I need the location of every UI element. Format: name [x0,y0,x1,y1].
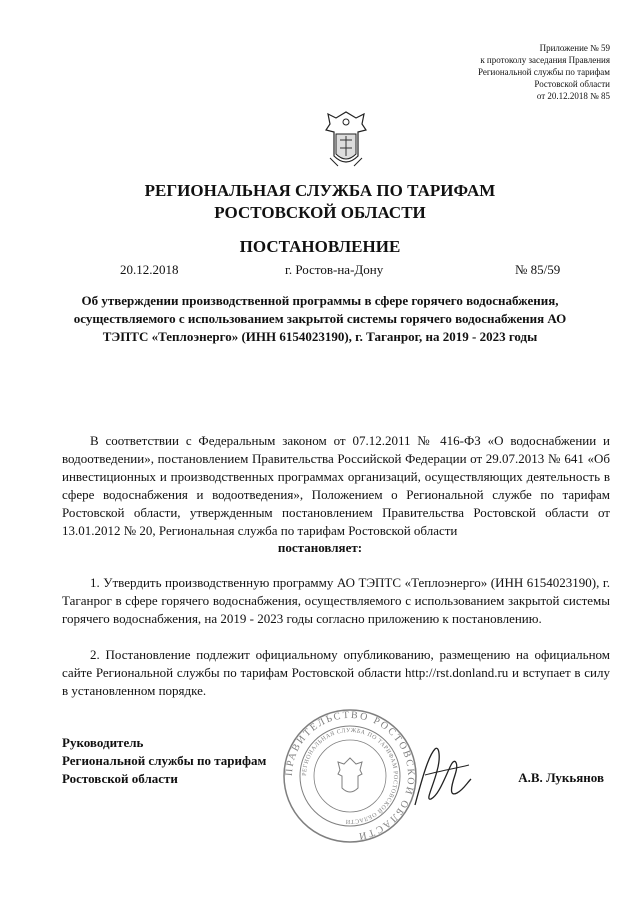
position-line: Региональной службы по тарифам [62,753,267,768]
handwritten-signature [405,735,475,815]
svg-text:РЕГИОНАЛЬНАЯ СЛУЖБА ПО ТАРИФАМ [302,728,398,824]
position-line: Ростовской области [62,771,178,786]
appendix-line: Ростовской области [534,79,610,89]
appendix-line: от 20.12.2018 № 85 [536,91,610,101]
resolves-heading: постановляет: [277,540,363,555]
org-line: РОСТОВСКОЙ ОБЛАСТИ [214,203,426,222]
document-type: ПОСТАНОВЛЕНИЕ [239,237,401,256]
appendix-line: Региональной службы по тарифам [477,67,610,77]
appendix-line: Приложение № 59 [539,43,610,53]
stamp-inner-text: РЕГИОНАЛЬНАЯ СЛУЖБА ПО ТАРИФАМ РОСТОВСКОЙ ОБЛАСТИ [301,727,399,825]
signatory-position [62,734,266,788]
position-line: Руководитель [62,735,144,750]
stamp-emblem-icon [338,758,362,792]
preamble-paragraph: В соответствии с Федеральным законом от 07.12.2011 № 416-ФЗ «О водоснабжении и водоотведении», постановлением Правительства Российской Федерации от 29.07.2013 № 641 «Об инвестиционных и производственных программах организаций, осуществляющих деятельность в сфере водоснабжения и водоотведения», Положением о Региональной службе по тарифам Ростовской области, утвержденным постановлением Правительства Ростовской области от 13.01.2012 № 20, Региональная служба по тарифам Ростовской области [62,433,610,538]
document-date: 20.12.2018 [120,262,179,277]
official-stamp [282,708,418,844]
document-subject: Об утверждении производственной программы в сфере горячего водоснабжения, осуществляемого с использованием закрытой системы горячего водоснабжения АО ТЭПТС «Теплоэнерго» (ИНН 6154023190), г. Таганрог, на 2019 - 2023 годы [73,293,567,344]
appendix-note [478,42,610,102]
stamp-outer-text: ПРАВИТЕЛЬСТВО РОСТОВСКОЙ ОБЛАСТИ [283,709,417,842]
coat-of-arms-icon [322,110,370,170]
organization-title [0,180,640,224]
appendix-line: к протоколу заседания Правления [480,55,610,65]
resolution-item-1: 1. Утвердить производственную программу АО ТЭПТС «Теплоэнерго» (ИНН 6154023190), г. Таганрог в сфере горячего водоснабжения, осуществляемого с использованием закрытой системы горячего водоснабжения, на 2019 - 2023 годы согласно приложению к постановлению. [62,575,610,626]
org-line: РЕГИОНАЛЬНАЯ СЛУЖБА ПО ТАРИФАМ [144,181,496,200]
signatory-name: А.В. Лукьянов [518,770,604,785]
resolution-item-2: 2. Постановление подлежит официальному опубликованию, размещению на официальном сайте Региональной службы по тарифам Ростовской области http://rst.donland.ru и вступает в силу в установленном порядке. [62,647,610,698]
document-city: г. Ростов-на-Дону [285,262,384,277]
document-number: № 85/59 [515,262,561,277]
